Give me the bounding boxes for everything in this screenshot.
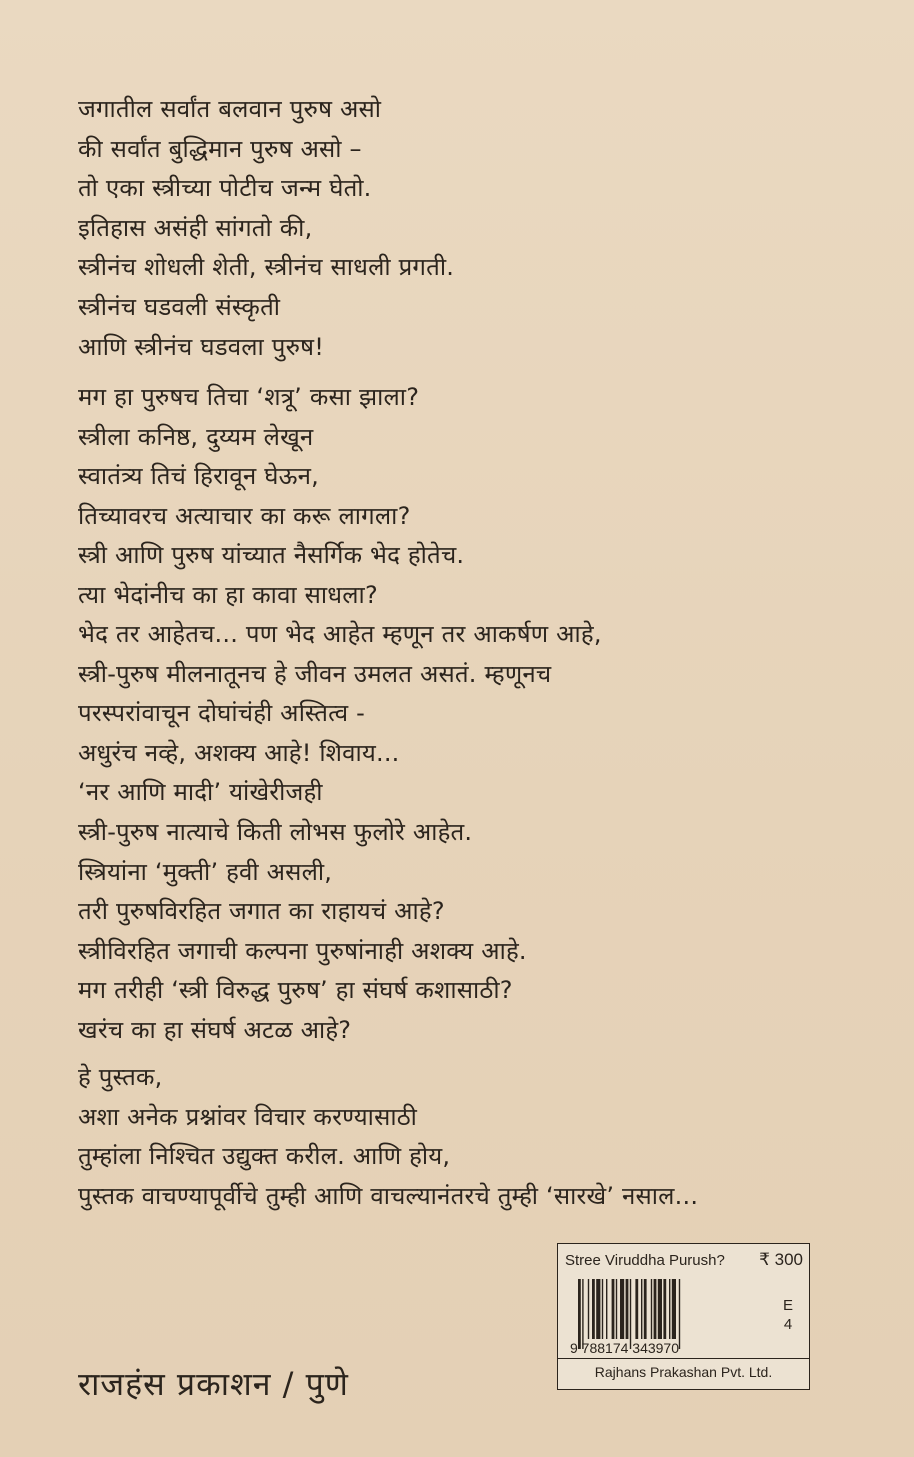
barcode-bar <box>672 1279 676 1339</box>
barcode-panel <box>557 1243 810 1390</box>
stanza-4 <box>78 1058 698 1216</box>
barcode-bar <box>635 1279 638 1339</box>
barcode-bar <box>578 1279 581 1349</box>
text-line: स्त्रीविरहित जगाची कल्पना पुरुषांनाही अशक्य आहे. <box>78 936 527 965</box>
text-line: तिच्यावरच अत्याचार का करू लागला? <box>78 501 411 530</box>
text-line: खरंच का हा संघर्ष अटळ आहे? <box>78 1015 352 1044</box>
barcode-bar <box>626 1279 629 1339</box>
barcode-bar <box>641 1279 642 1339</box>
code-number: 4 <box>783 1316 793 1333</box>
barcode-bar <box>663 1279 666 1339</box>
text-line: त्या भेदांनीच का हा कावा साधला? <box>78 580 378 609</box>
imprint-label: Rajhans Prakashan Pvt. Ltd. <box>594 1364 773 1380</box>
barcode-bar <box>612 1279 615 1339</box>
text-line: मग हा पुरुषच तिचा ‘शत्रू’ कसा झाला? <box>78 383 420 411</box>
text-line: तुम्हांला निश्चित उद्युक्त करील. आणि होय, <box>78 1142 451 1171</box>
text-line: स्त्रियांना ‘मुक्ती’ हवी असली, <box>78 857 333 886</box>
book-title-label: Stree Viruddha Purush? <box>565 1252 725 1269</box>
text-line: स्त्रीनंच शोधली शेती, स्त्रीनंच साधली प्रगती. <box>78 253 455 282</box>
text-line: आणि स्त्रीनंच घडवला पुरुष! <box>78 332 325 361</box>
text-line: पुस्तक वाचण्यापूर्वीचे तुम्ही आणि वाचल्यानंतरचे तुम्ही ‘सारखे’ नसाल... <box>78 1181 699 1210</box>
barcode-bar <box>620 1279 624 1339</box>
text-line: अधुरंच नव्हे, अशक्य आहे! शिवाय... <box>78 738 400 767</box>
code-letter: E <box>782 1297 793 1314</box>
text-line: इतिहास असंही सांगतो की, <box>78 213 313 242</box>
text-line: ‘नर आणि मादी’ यांखेरीजही <box>78 778 323 807</box>
text-line: जगातील सर्वांत बलवान पुरुष असो <box>78 95 382 123</box>
text-line: तरी पुरुषविरहित जगात का राहायचं आहे? <box>78 897 445 926</box>
text-line: स्त्रीला कनिष्ठ, दुय्यम लेखून <box>78 422 314 451</box>
barcode-bar <box>651 1279 652 1339</box>
divider <box>558 1358 809 1359</box>
text-line: मग तरीही ‘स्त्री विरुद्ध पुरुष’ हा संघर्ष कशासाठी? <box>78 976 513 1005</box>
barcode-header <box>565 1250 803 1270</box>
stanza-2 <box>78 378 464 616</box>
barcode-bar <box>588 1279 589 1339</box>
text-line: स्त्री-पुरुष नात्याचे किती लोभस फुलोरे आहेत. <box>78 817 473 846</box>
text-line: तो एका स्त्रीच्या पोटीच जन्म घेतो. <box>78 174 372 203</box>
text-line: हे पुस्तक, <box>78 1063 163 1091</box>
barcode-bar <box>596 1279 600 1339</box>
text-line: स्वातंत्र्य तिचं हिरावून घेऊन, <box>78 462 319 491</box>
barcode-bar <box>602 1279 603 1339</box>
barcode-bar <box>606 1279 607 1339</box>
text-line: अशा अनेक प्रश्नांवर विचार करण्यासाठी <box>78 1102 418 1131</box>
barcode-bar <box>658 1279 662 1339</box>
text-line: परस्परांवाचून दोघांचंही अस्तित्व - <box>78 699 365 728</box>
text-line: स्त्रीनंच घडवली संस्कृती <box>78 292 281 321</box>
barcode-bar <box>592 1279 595 1339</box>
text-line: भेद तर आहेतच... पण भेद आहेत म्हणून तर आकर्षण आहे, <box>78 620 602 648</box>
barcode-bar <box>644 1279 647 1339</box>
barcode-image <box>568 1277 754 1355</box>
price-label: ₹ 300 <box>759 1250 803 1269</box>
barcode-bar <box>654 1279 657 1339</box>
barcode-bar <box>616 1279 617 1339</box>
stanza-1 <box>78 90 454 367</box>
barcode-bar <box>669 1279 670 1339</box>
barcode-code <box>777 1296 799 1334</box>
barcode-bar <box>630 1279 631 1349</box>
stanza-3 <box>78 615 602 1051</box>
barcode-bar <box>679 1279 680 1349</box>
publisher-name: राजहंस प्रकाशन / पुणे <box>78 1365 349 1403</box>
text-line: स्त्री-पुरुष मीलनातूनच हे जीवन उमलत असतं. म्हणूनच <box>78 659 552 688</box>
text-line: स्त्री आणि पुरुष यांच्यात नैसर्गिक भेद होतेच. <box>78 541 465 570</box>
text-line: की सर्वांत बुद्धिमान पुरुष असो – <box>78 134 362 163</box>
isbn-digits: 9 788174 343970 <box>570 1340 679 1355</box>
barcode-bar <box>582 1279 583 1349</box>
